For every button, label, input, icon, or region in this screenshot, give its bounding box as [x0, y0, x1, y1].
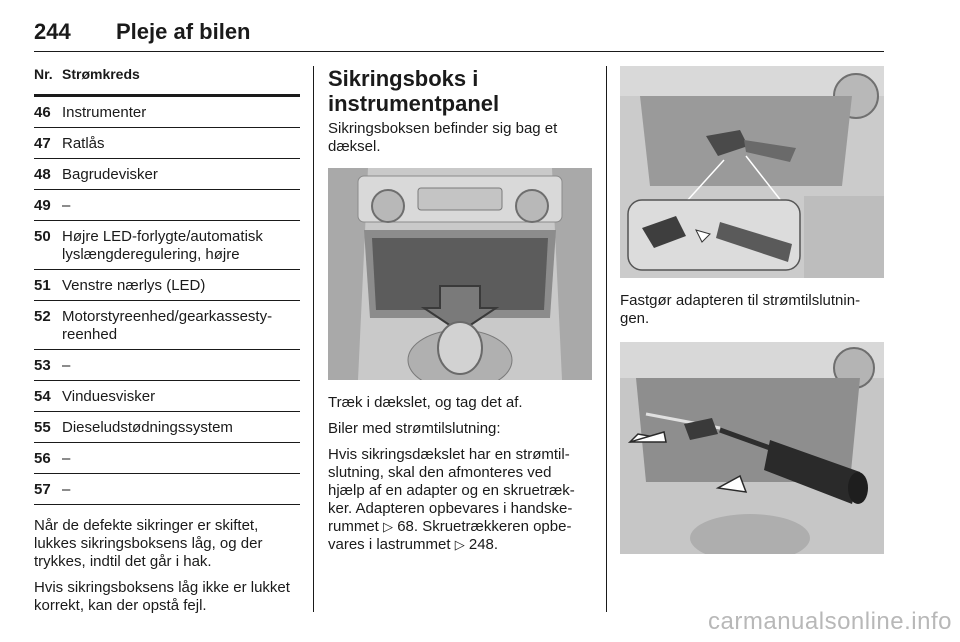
fuse-number: 53: [34, 357, 51, 374]
fuse-circuit: Instrumenter: [62, 104, 147, 121]
fuse-circuit: Venstre nærlys (LED): [62, 277, 206, 294]
fuse-number: 57: [34, 481, 51, 498]
xref-page-link[interactable]: 68: [397, 518, 414, 535]
screwdriver-photo: [620, 342, 884, 554]
fuse-number: 52: [34, 308, 51, 325]
column-divider: [606, 66, 607, 612]
fuse-number: 47: [34, 135, 51, 152]
fuse-table-row: [34, 301, 300, 350]
fuse-table-row: [34, 221, 300, 270]
fuse-table-row: [34, 128, 300, 159]
page-header: [34, 18, 884, 52]
fuse-number: 48: [34, 166, 51, 183]
xref-page-link[interactable]: 248: [468, 536, 494, 553]
fuse-table-row: [34, 443, 300, 474]
xref-arrow-icon: ▷: [383, 519, 394, 534]
fuse-circuit: Ratlås: [62, 135, 105, 152]
fuse-table-row: [34, 350, 300, 381]
fuse-table-body: [34, 97, 300, 505]
column-divider: [313, 66, 314, 612]
col-number-header: Nr.: [34, 66, 53, 82]
fuse-table-row: [34, 474, 300, 505]
fuse-table-row: [34, 381, 300, 412]
fuse-number: 46: [34, 104, 51, 121]
adapter-column: [620, 66, 886, 554]
fuse-circuit: Vinduesvisker: [62, 388, 156, 405]
adapter-instruction: Hvis sikringsdækslet har en strømtil-slutning, skal den afmonteres ved hjælp af en adapter og en skruetræk-ker. Adapteren opbevares i handske-rummet ▷ 68. Skruetrækkeren opbe-vares i lastrummet ▷ 248.: [328, 446, 575, 553]
col-circuit-header: Strømkreds: [62, 66, 140, 82]
xref-arrow-icon: ▷: [454, 537, 465, 552]
page-number: 244: [34, 19, 71, 44]
fuse-circuit: Motorstyreenhed/gearkassesty-reenhed: [62, 308, 273, 343]
fuse-number: 54: [34, 388, 51, 405]
closing-paragraph: Når de defekte sikringer er skiftet, lukkes sikringsboksens låg, og der trykkes, indtil det går i hak.: [34, 517, 263, 570]
fuse-circuit: Højre LED-forlygte/automatisk lyslængderegulering, højre: [62, 228, 263, 263]
watermark: carmanualsonline.info: [708, 608, 952, 635]
remove-cover-instruction: Træk i dækslet, og tag det af.: [328, 394, 523, 411]
adapter-photo: [620, 66, 884, 278]
chapter-title: Pleje af bilen: [116, 19, 251, 44]
fuse-table-header: [34, 66, 300, 97]
fuse-number: 56: [34, 450, 51, 467]
fuse-table-row: [34, 159, 300, 190]
fuse-table-row: [34, 97, 300, 128]
fuse-table-column: [34, 66, 300, 615]
power-outlet-heading: Biler med strømtilslutning:: [328, 420, 501, 437]
fuse-table-row: [34, 190, 300, 221]
section-title: Sikringsboks i instrumentpanel: [328, 66, 500, 116]
fuse-cover-photo: [328, 168, 592, 380]
fuse-circuit: –: [62, 450, 71, 467]
fuse-circuit: –: [62, 197, 71, 214]
fuse-circuit: Dieseludstødningssystem: [62, 419, 233, 436]
warning-paragraph: Hvis sikringsboksens låg ikke er lukket korrekt, kan der opstå fejl.: [34, 579, 290, 614]
instrument-panel-section: [328, 66, 592, 562]
fuse-table-row: [34, 270, 300, 301]
fuse-circuit: –: [62, 357, 71, 374]
fuse-circuit: Bagrudevisker: [62, 166, 158, 183]
fuse-number: 55: [34, 419, 51, 436]
fuse-number: 50: [34, 228, 51, 245]
fuse-table-row: [34, 412, 300, 443]
fuse-number: 49: [34, 197, 51, 214]
fuse-number: 51: [34, 277, 51, 294]
fasten-adapter-caption: Fastgør adapteren til strømtilslutnin-gen.: [620, 292, 861, 327]
fuse-circuit: –: [62, 481, 71, 498]
section-intro: Sikringsboksen befinder sig bag et dæksel.: [328, 120, 558, 155]
